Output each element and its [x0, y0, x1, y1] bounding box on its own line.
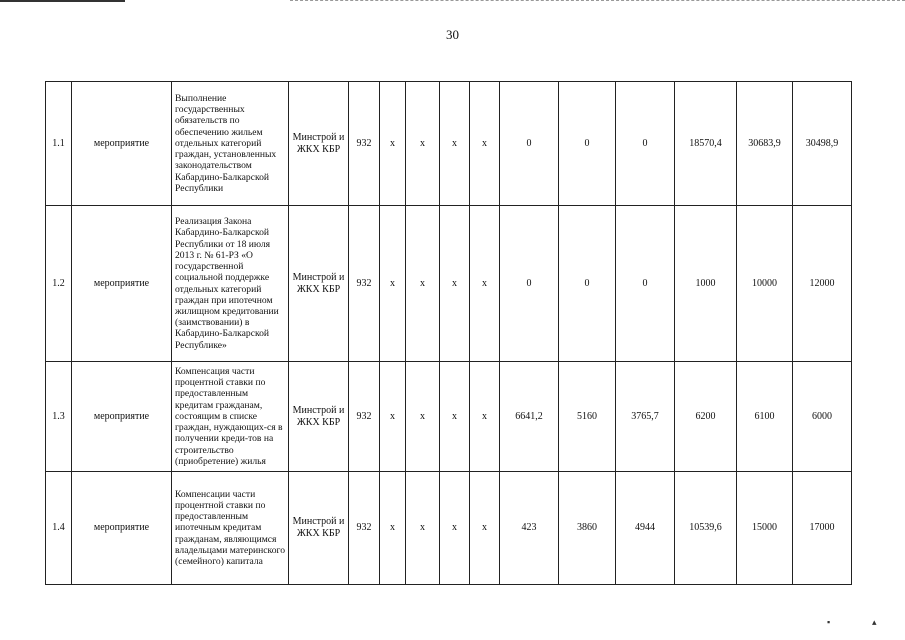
row-mark-3: х [440, 472, 470, 585]
row-value-6: 12000 [793, 206, 852, 362]
row-executor: Минстрой и ЖКХ КБР [289, 206, 349, 362]
row-description: Компенсация части процентной ставки по предоставленным кредитам гражданам, состоящим в списке граждан, нуждающих-ся в получении креди-тов на строительство (приобретение) жилья [172, 362, 289, 472]
row-value-6: 6000 [793, 362, 852, 472]
row-value-4: 6200 [675, 362, 737, 472]
row-mark-4: х [470, 472, 500, 585]
row-mark-2: х [406, 362, 440, 472]
row-code: 932 [349, 82, 380, 206]
row-description: Компенсации части процентной ставки по предоставленным ипотечным кредитам гражданам, являющимся владельцами материнского (семейного) капитала [172, 472, 289, 585]
row-value-2: 3860 [559, 472, 616, 585]
row-value-5: 15000 [737, 472, 793, 585]
row-executor: Минстрой и ЖКХ КБР [289, 472, 349, 585]
row-number: 1.2 [46, 206, 72, 362]
row-mark-4: х [470, 82, 500, 206]
row-mark-1: х [380, 206, 406, 362]
row-code: 932 [349, 206, 380, 362]
row-description: Выполнение государственных обязательств по обеспечению жильем отдельных категорий граждан, установленных законодательством Кабардино-Балкарской Республики [172, 82, 289, 206]
row-value-1: 6641,2 [500, 362, 559, 472]
table-row [46, 206, 852, 362]
row-value-3: 0 [616, 82, 675, 206]
row-value-6: 17000 [793, 472, 852, 585]
table-row [46, 362, 852, 472]
top-edge-line [0, 0, 125, 2]
table-row [46, 82, 852, 206]
row-mark-4: х [470, 362, 500, 472]
row-value-3: 3765,7 [616, 362, 675, 472]
table-row [46, 472, 852, 585]
row-mark-2: х [406, 472, 440, 585]
row-type: мероприятие [72, 82, 172, 206]
row-value-1: 0 [500, 82, 559, 206]
row-executor: Минстрой и ЖКХ КБР [289, 362, 349, 472]
row-type: мероприятие [72, 206, 172, 362]
row-value-4: 1000 [675, 206, 737, 362]
row-value-3: 0 [616, 206, 675, 362]
row-value-6: 30498,9 [793, 82, 852, 206]
row-mark-1: х [380, 472, 406, 585]
row-mark-3: х [440, 206, 470, 362]
row-code: 932 [349, 362, 380, 472]
row-mark-2: х [406, 206, 440, 362]
row-value-5: 10000 [737, 206, 793, 362]
row-value-5: 6100 [737, 362, 793, 472]
row-value-2: 0 [559, 82, 616, 206]
row-value-1: 0 [500, 206, 559, 362]
row-mark-4: х [470, 206, 500, 362]
row-description: Реализация Закона Кабардино-Балкарской Республики от 18 июля 2013 г. № 61-РЗ «О государственной социальной поддержке отдельных категорий граждан при ипотечном жилищном кредитовании (заимствовании) в Кабардино-Балкарской Республике» [172, 206, 289, 362]
row-value-4: 18570,4 [675, 82, 737, 206]
top-edge-dashed-line [290, 0, 905, 1]
row-executor: Минстрой и ЖКХ КБР [289, 82, 349, 206]
row-type: мероприятие [72, 362, 172, 472]
row-mark-1: х [380, 362, 406, 472]
row-value-2: 5160 [559, 362, 616, 472]
row-number: 1.1 [46, 82, 72, 206]
budget-measures-table [45, 81, 852, 585]
row-mark-3: х [440, 362, 470, 472]
row-number: 1.3 [46, 362, 72, 472]
row-code: 932 [349, 472, 380, 585]
row-mark-3: х [440, 82, 470, 206]
row-mark-2: х [406, 82, 440, 206]
scan-speck: ▴ [872, 617, 877, 627]
row-number: 1.4 [46, 472, 72, 585]
row-value-4: 10539,6 [675, 472, 737, 585]
row-value-2: 0 [559, 206, 616, 362]
page-number: 30 [446, 27, 459, 42]
row-value-3: 4944 [616, 472, 675, 585]
row-type: мероприятие [72, 472, 172, 585]
scan-speck: ▪ [827, 617, 831, 627]
row-value-1: 423 [500, 472, 559, 585]
row-mark-1: х [380, 82, 406, 206]
row-value-5: 30683,9 [737, 82, 793, 206]
